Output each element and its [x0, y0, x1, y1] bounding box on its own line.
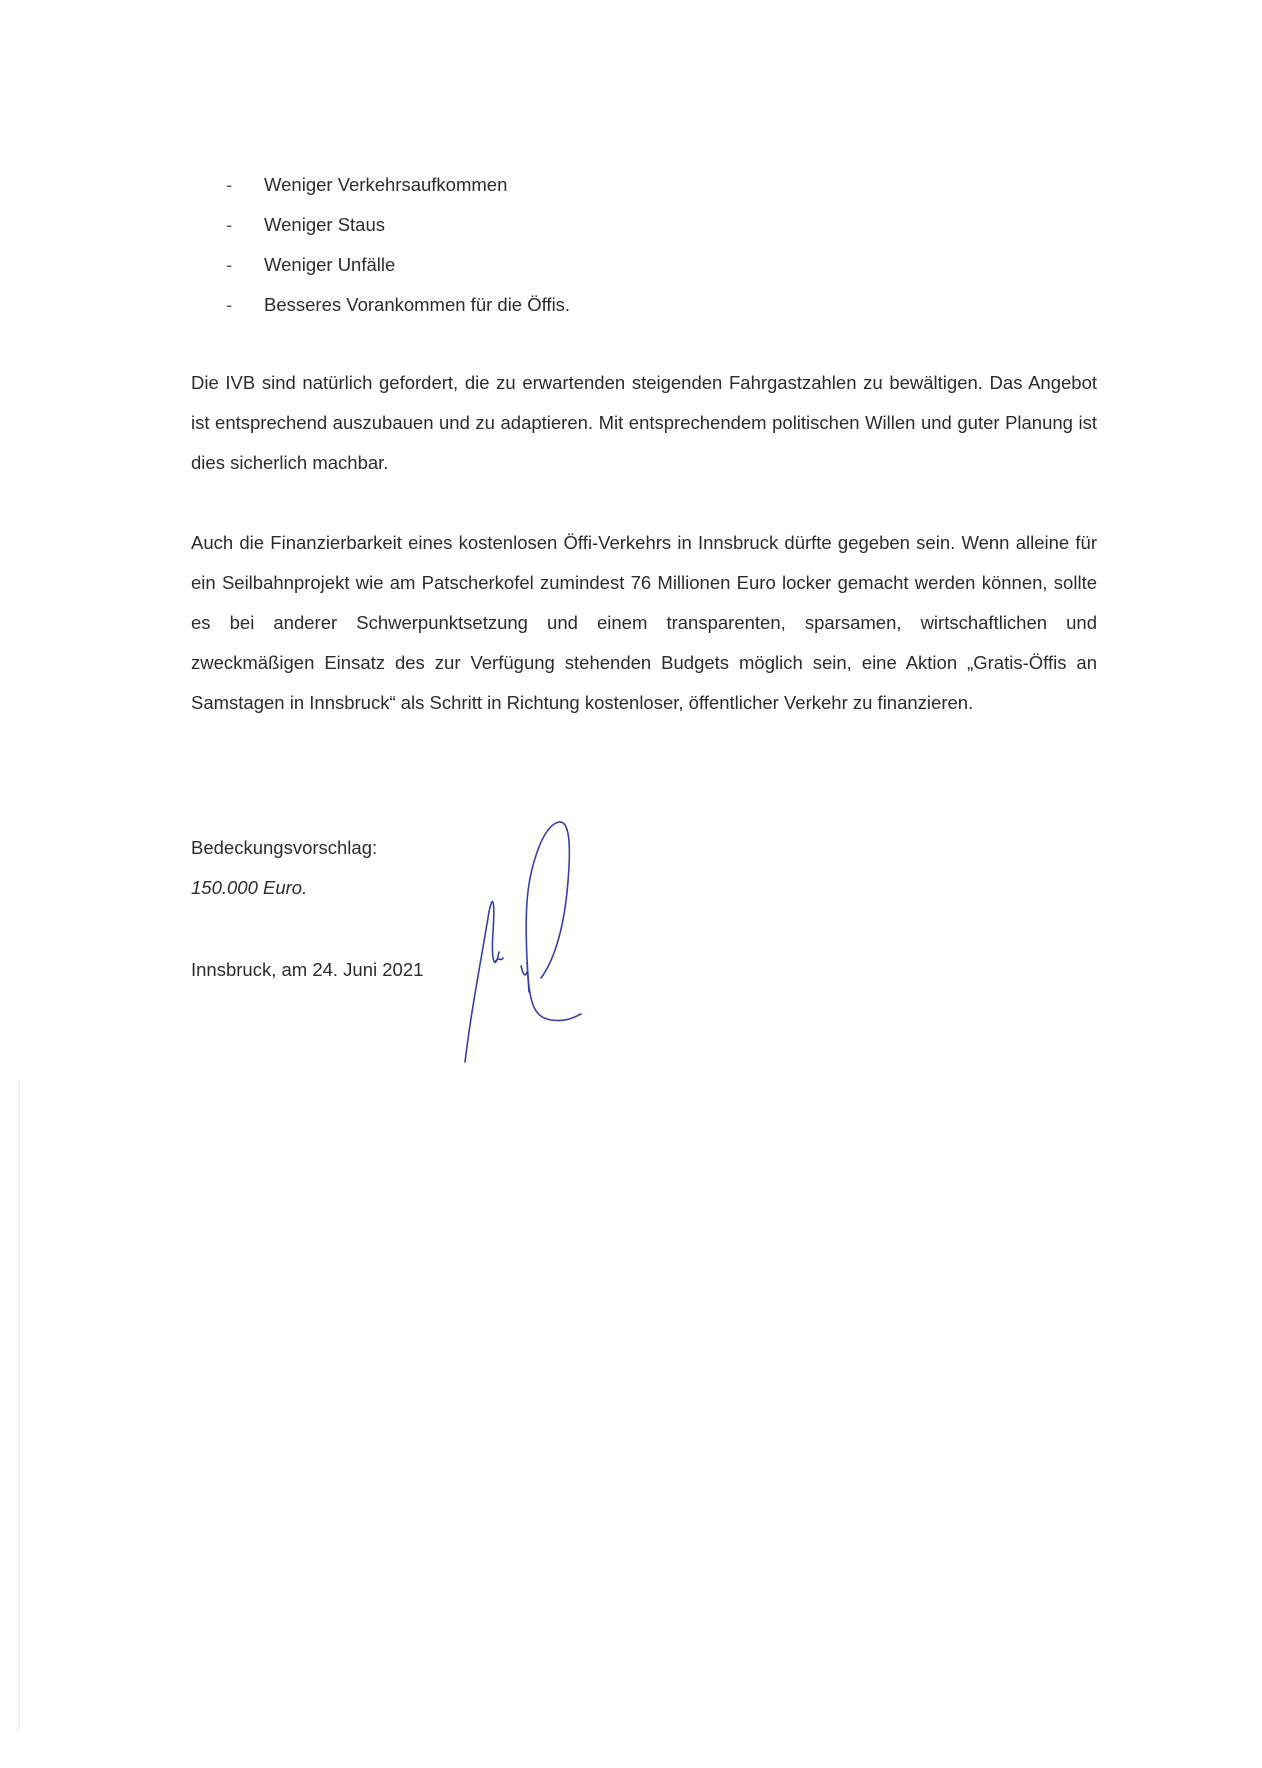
list-item-text: Besseres Vorankommen für die Öffis. — [264, 294, 571, 315]
signature-icon — [455, 812, 605, 1072]
bullet-marker: - — [226, 294, 233, 315]
bullet-marker: - — [226, 254, 233, 275]
coverage-label: Bedeckungsvorschlag: — [191, 837, 378, 858]
bullet-marker: - — [226, 214, 233, 235]
list-item-text: Weniger Verkehrsaufkommen — [264, 174, 508, 195]
paragraph-ivb-capacity: Die IVB sind natürlich gefordert, die zu erwartenden steigenden Fahrgastzahlen zu bewältigen. Das Angebot ist entsprechend auszubauen und zu adaptieren. Mit entsprechendem politischen Willen und guter Planung ist dies sicherlich machbar. — [191, 372, 1097, 473]
list-item — [226, 205, 926, 245]
paragraph-financing: Auch die Finanzierbarkeit eines kostenlosen Öffi-Verkehrs in Innsbruck dürfte gegeben sein. Wenn alleine für ein Seilbahnprojekt wie am Patscherkofel zumindest 76 Millionen Euro locker gemacht werden können, sollte es bei anderer Schwerpunktsetzung und einem transparenten, sparsamen, wirtschaftlichen und zweckmäßigen Einsatz des zur Verfügung stehenden Budgets möglich sein, eine Aktion „Gratis-Öffis an Samstagen in Innsbruck“ als Schritt in Richtung kostenloser, öffentlicher Verkehr zu finanzieren. — [191, 532, 1097, 713]
list-item-text: Weniger Unfälle — [264, 254, 396, 275]
list-item — [226, 245, 926, 285]
page-edge-shadow — [18, 1080, 20, 1730]
list-item — [226, 285, 926, 325]
list-item-text: Weniger Staus — [264, 214, 385, 235]
bullet-marker: - — [226, 174, 233, 195]
benefits-list — [226, 165, 926, 325]
coverage-amount: 150.000 Euro. — [191, 877, 308, 898]
place-date: Innsbruck, am 24. Juni 2021 — [191, 959, 424, 980]
list-item — [226, 165, 926, 205]
